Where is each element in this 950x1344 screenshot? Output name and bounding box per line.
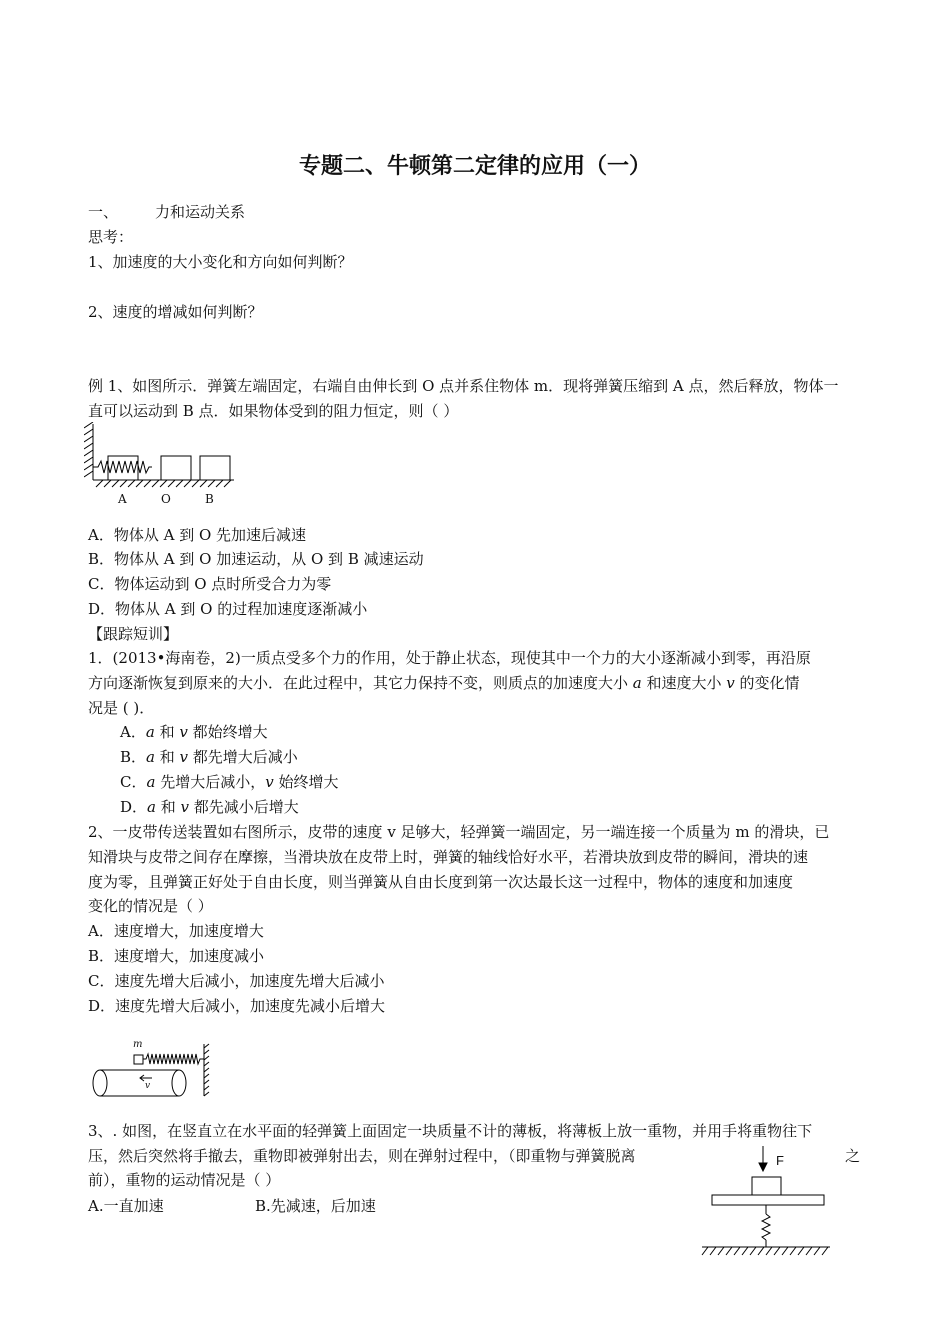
example1-option-d: D．物体从 A 到 O 的过程加速度逐渐减小 (88, 600, 368, 618)
problem3-line2: 压，然后突然将手撤去，重物即被弹射出去，则在弹射过程中，（即重物与弹簧脱离 (88, 1147, 636, 1165)
problem2-line1: 2、一皮带传送装置如右图所示，皮带的速度 v 足够大，轻弹簧一端固定，另一端连接一个质量为 m 的滑块，已 (88, 823, 830, 841)
followup-label: 【跟踪短训】 (88, 625, 179, 643)
section-number: 一、 (88, 203, 119, 221)
page-title: 专题二、牛顿第二定律的应用（一） (298, 154, 651, 179)
label-a: A (118, 492, 127, 506)
problem3-line1: 3、. 如图，在竖直立在水平面的轻弹簧上面固定一块质量不计的薄板，将薄板上放一重物，并用手将重物往下 (88, 1122, 813, 1140)
example1-text-line1: 例 1、如图所示．弹簧左端固定，右端自由伸长到 O 点并系住物体 m．现将弹簧压缩到 A 点，然后释放，物体一 (88, 377, 839, 395)
think-label: 思考： (88, 228, 134, 246)
problem2-line2: 知滑块与皮带之间存在摩擦，当滑块放在皮带上时，弹簧的轴线恰好水平，若滑块放到皮带的瞬间，滑块的速 (88, 848, 809, 866)
example1-text-line2: 直可以运动到 B 点．如果物体受到的阻力恒定，则（ ） (88, 402, 459, 420)
label-v: v (145, 1081, 151, 1091)
conveyor-figure (86, 1042, 210, 1104)
problem2-line4: 变化的情况是（ ） (88, 897, 213, 915)
example1-option-c: C．物体运动到 O 点时所受合力为零 (88, 575, 332, 593)
example1-option-a: A．物体从 A 到 O 先加速后减速 (88, 526, 307, 544)
section-heading: 力和运动关系 (155, 203, 246, 221)
label-m: m (133, 1039, 143, 1050)
problem2-option-a: A．速度增大，加速度增大 (88, 922, 264, 940)
problem2-option-b: B．速度增大，加速度减小 (88, 947, 265, 965)
question-1: 1、加速度的大小变化和方向如何判断？ (88, 253, 353, 271)
example1-option-b: B．物体从 A 到 O 加速运动，从 O 到 B 减速运动 (88, 550, 424, 568)
problem1-line3: 况是 ( )． (88, 699, 155, 717)
problem2-option-c: C．速度先增大后减小，加速度先增大后减小 (88, 972, 385, 990)
problem1-option-a: A．a 和 v 都始终增大 (120, 723, 268, 741)
label-o: O (161, 492, 171, 506)
problem1-line2: 方向逐渐恢复到原来的大小．在此过程中，其它力保持不变，则质点的加速度大小 a 和速度大小 v 的变化情 (88, 674, 800, 692)
problem3-line3: 前），重物的运动情况是（ ） (88, 1171, 281, 1189)
problem3-line2-end: 之 (845, 1147, 861, 1165)
problem3-option-b: B.先减速，后加速 (255, 1197, 376, 1215)
problem3-option-a: A.一直加速 (88, 1197, 164, 1215)
question-2: 2、速度的增减如何判断？ (88, 303, 263, 321)
problem2-line3: 度为零，且弹簧正好处于自由长度，则当弹簧从自由长度到第一次达最长这一过程中，物体的速度和加速度 (88, 873, 794, 891)
spring-plate-figure (698, 1143, 838, 1263)
problem1-option-d: D．a 和 v 都先减小后增大 (120, 798, 299, 816)
label-b: B (205, 492, 214, 506)
problem2-option-d: D．速度先增大后减小，加速度先减小后增大 (88, 997, 386, 1015)
label-f: F (776, 1153, 784, 1168)
problem1-option-c: C．a 先增大后减小，v 始终增大 (120, 773, 339, 791)
problem1-option-b: B．a 和 v 都先增大后减小 (120, 748, 298, 766)
problem1-line1: 1．(2013•海南卷，2)一质点受多个力的作用，处于静止状态，现使其中一个力的大小逐渐减小到零，再沿原 (88, 649, 811, 667)
